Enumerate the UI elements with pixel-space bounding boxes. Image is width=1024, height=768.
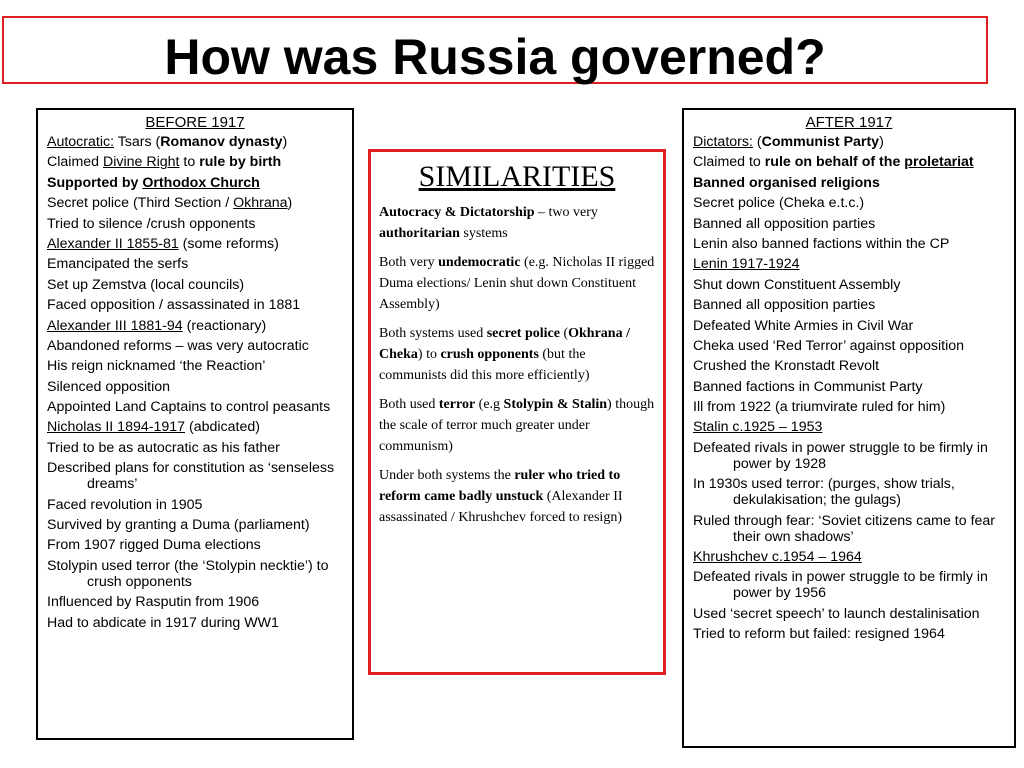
list-item-text: Secret police (Cheka e.t.c.) — [693, 195, 865, 212]
list-item — [693, 338, 1008, 354]
list-item — [47, 318, 346, 334]
list-item-text: Crushed the Kronstadt Revolt — [693, 358, 880, 375]
list-item — [47, 440, 346, 456]
list-item-text: Defeated White Armies in Civil War — [693, 317, 914, 334]
list-item-text: Tried to silence /crush opponents — [47, 215, 256, 232]
list-item — [379, 394, 655, 457]
list-item-text: Tried to be as autocratic as his father — [47, 439, 280, 456]
list-item-text: Tried to reform but failed: resigned 1964 — [693, 626, 945, 643]
list-item — [47, 399, 346, 415]
list-item — [47, 256, 346, 272]
list-item-text: Autocracy & Dictatorship — [379, 205, 535, 220]
list-item-text: ( — [752, 134, 762, 150]
list-item-text: Emancipated the serfs — [47, 256, 189, 273]
list-item-text: terror — [438, 397, 476, 412]
before-1917-panel — [36, 108, 354, 740]
list-item — [47, 594, 346, 610]
list-item — [693, 476, 1008, 508]
list-item-text: Claimed to — [693, 154, 765, 171]
list-item-text: Romanov dynasty — [160, 134, 283, 150]
list-item-text: rule by birth — [199, 154, 282, 171]
list-item — [693, 379, 1008, 395]
list-item-text: Appointed Land Captains to control peasants — [47, 399, 331, 416]
list-item-text: (some reforms) — [178, 235, 279, 252]
list-item — [47, 195, 346, 211]
list-item-text: – two very — [534, 205, 598, 220]
list-item-text: ruler who tried to reform came badly unstuck — [379, 468, 621, 504]
list-item — [47, 517, 346, 533]
list-item-text: Tsars ( — [114, 134, 161, 150]
list-item — [47, 460, 346, 492]
list-item — [693, 154, 1008, 170]
list-item-text: Influenced by Rasputin from 1906 — [47, 594, 260, 611]
after-1917-list — [684, 134, 1014, 642]
list-item-text: crush opponents — [440, 347, 539, 362]
list-item-text: (e.g. Nicholas II rigged Duma elections/ Lenin shut down Constituent Assembly) — [379, 255, 655, 312]
list-item-text: (but the communists did this more efficiently) — [379, 347, 590, 383]
list-item-text: Stolypin & Stalin — [503, 397, 608, 412]
list-item-text: Under both systems the — [379, 468, 515, 483]
list-item — [693, 195, 1008, 211]
list-item — [693, 569, 1008, 601]
list-item-text: Described plans for constitution as ‘senseless dreams’ — [47, 460, 335, 493]
list-item — [693, 513, 1008, 545]
list-item — [47, 154, 346, 170]
list-item — [693, 358, 1008, 374]
list-item-text: Communist Party — [761, 134, 880, 150]
list-item-text: ( — [559, 326, 569, 341]
list-item — [693, 256, 1008, 272]
list-item-text: Silenced opposition — [47, 378, 171, 395]
list-item — [47, 175, 346, 191]
list-item — [379, 252, 655, 315]
list-item — [47, 537, 346, 553]
list-item — [693, 297, 1008, 313]
list-item-text: Khrushchev c.1954 – 1964 — [693, 549, 862, 566]
list-item — [47, 297, 346, 313]
list-item-text: Shut down Constituent Assembly — [693, 276, 901, 293]
list-item-text: His reign nicknamed ‘the Reaction’ — [47, 358, 266, 375]
list-item-text: Had to abdicate in 1917 during WW1 — [47, 614, 279, 631]
list-item — [693, 549, 1008, 565]
list-item-text: Banned organised religions — [693, 174, 880, 191]
list-item — [47, 558, 346, 590]
list-item — [693, 606, 1008, 622]
list-item-text: Cheka used ‘Red Terror’ against opposition — [693, 337, 965, 354]
list-item — [47, 358, 346, 374]
list-item — [47, 497, 346, 513]
list-item-text: proletariat — [904, 154, 974, 171]
list-item — [693, 277, 1008, 293]
list-item-text: ) to — [417, 347, 441, 362]
list-item-text: Banned all opposition parties — [693, 297, 876, 314]
before-1917-heading: BEFORE 1917 — [145, 114, 245, 131]
list-item — [47, 338, 346, 354]
list-item-text: ) — [282, 134, 288, 150]
list-item-text: Lenin also banned factions within the CP — [693, 235, 950, 252]
list-item — [693, 440, 1008, 472]
list-item-text: undemocratic — [438, 255, 521, 270]
list-item-text: systems — [459, 226, 508, 241]
list-item-text: Okhrana — [233, 195, 288, 212]
list-item-text: Set up Zemstva (local councils) — [47, 276, 245, 293]
list-item-text: ) — [879, 134, 884, 150]
list-item-text: secret police — [486, 326, 560, 341]
list-item-text: Supported by — [47, 174, 143, 191]
list-item — [379, 323, 655, 386]
list-item-text: Both very — [379, 255, 439, 270]
list-item-text: Defeated rivals in power struggle to be firmly in power by 1928 — [693, 439, 988, 472]
list-item — [693, 399, 1008, 415]
list-item-text: (e.g — [475, 397, 504, 412]
list-item — [47, 615, 346, 631]
list-item — [693, 175, 1008, 191]
similarities-heading: SIMILARITIES — [418, 160, 616, 193]
list-item-text: Secret police (Third Section / — [47, 195, 234, 212]
list-item-text: Faced revolution in 1905 — [47, 496, 203, 513]
list-item — [379, 465, 655, 528]
list-item-text: to — [179, 154, 200, 171]
list-item-text: Both used — [379, 397, 439, 412]
list-item — [47, 236, 346, 252]
list-item — [47, 277, 346, 293]
list-item — [693, 419, 1008, 435]
list-item-text: Stolypin used terror (the ‘Stolypin necktie’) to crush opponents — [47, 557, 329, 590]
list-item — [47, 134, 346, 150]
list-item — [693, 318, 1008, 334]
list-item-text: From 1907 rigged Duma elections — [47, 537, 261, 554]
list-item-text: Dictators: — [693, 134, 753, 150]
list-item-text: Faced opposition / assassinated in 1881 — [47, 297, 301, 314]
list-item — [693, 216, 1008, 232]
list-item-text: Orthodox Church — [142, 174, 260, 191]
list-item-text: Ruled through fear: ‘Soviet citizens came to fear their own shadows’ — [693, 512, 996, 545]
list-item-text: Defeated rivals in power struggle to be firmly in power by 1956 — [693, 569, 988, 602]
list-item-text: Divine Right — [102, 154, 180, 171]
list-item-text: Claimed — [47, 154, 103, 171]
before-1917-list — [38, 134, 352, 631]
list-item-text: (abdicated) — [185, 419, 260, 436]
list-item-text: rule on behalf of the — [764, 154, 905, 171]
list-item-text: ) though the scale of terror much greater under communism) — [379, 397, 655, 454]
title-box — [2, 16, 988, 84]
list-item-text: Abandoned reforms – was very autocratic — [47, 337, 309, 354]
list-item — [47, 419, 346, 435]
list-item-text: Autocratic: — [47, 134, 115, 150]
after-1917-heading: AFTER 1917 — [805, 114, 893, 131]
list-item-text: (reactionary) — [182, 317, 267, 334]
similarities-panel — [368, 149, 666, 675]
list-item-text: Banned all opposition parties — [693, 215, 876, 232]
list-item — [47, 216, 346, 232]
list-item-text: Stalin c.1925 – 1953 — [693, 419, 823, 436]
list-item — [693, 626, 1008, 642]
list-item-text: Okhrana / Cheka — [379, 326, 630, 362]
list-item-text: Nicholas II 1894-1917 — [47, 419, 186, 436]
list-item — [47, 379, 346, 395]
list-item-text: Alexander II 1855-81 — [47, 235, 179, 252]
list-item-text: authoritarian — [379, 226, 460, 241]
list-item-text: (Alexander II assassinated / Khrushchev forced to resign) — [379, 489, 623, 525]
list-item — [693, 236, 1008, 252]
similarities-list — [371, 202, 663, 528]
list-item — [379, 202, 655, 244]
list-item-text: ) — [287, 195, 293, 212]
after-1917-panel — [682, 108, 1016, 748]
page-title: How was Russia governed? — [164, 29, 826, 85]
list-item-text: Both systems used — [379, 326, 487, 341]
list-item-text: In 1930s used terror: (purges, show trials, dekulakisation; the gulags) — [693, 476, 955, 509]
list-item-text: Used ‘secret speech’ to launch destalinisation — [693, 605, 980, 622]
list-item-text: Alexander III 1881-94 — [47, 317, 183, 334]
list-item-text: Survived by granting a Duma (parliament) — [47, 517, 310, 534]
list-item-text: Banned factions in Communist Party — [693, 378, 923, 395]
list-item-text: Lenin 1917-1924 — [693, 256, 800, 273]
list-item-text: Ill from 1922 (a triumvirate ruled for him) — [693, 399, 946, 416]
list-item — [693, 134, 1008, 150]
